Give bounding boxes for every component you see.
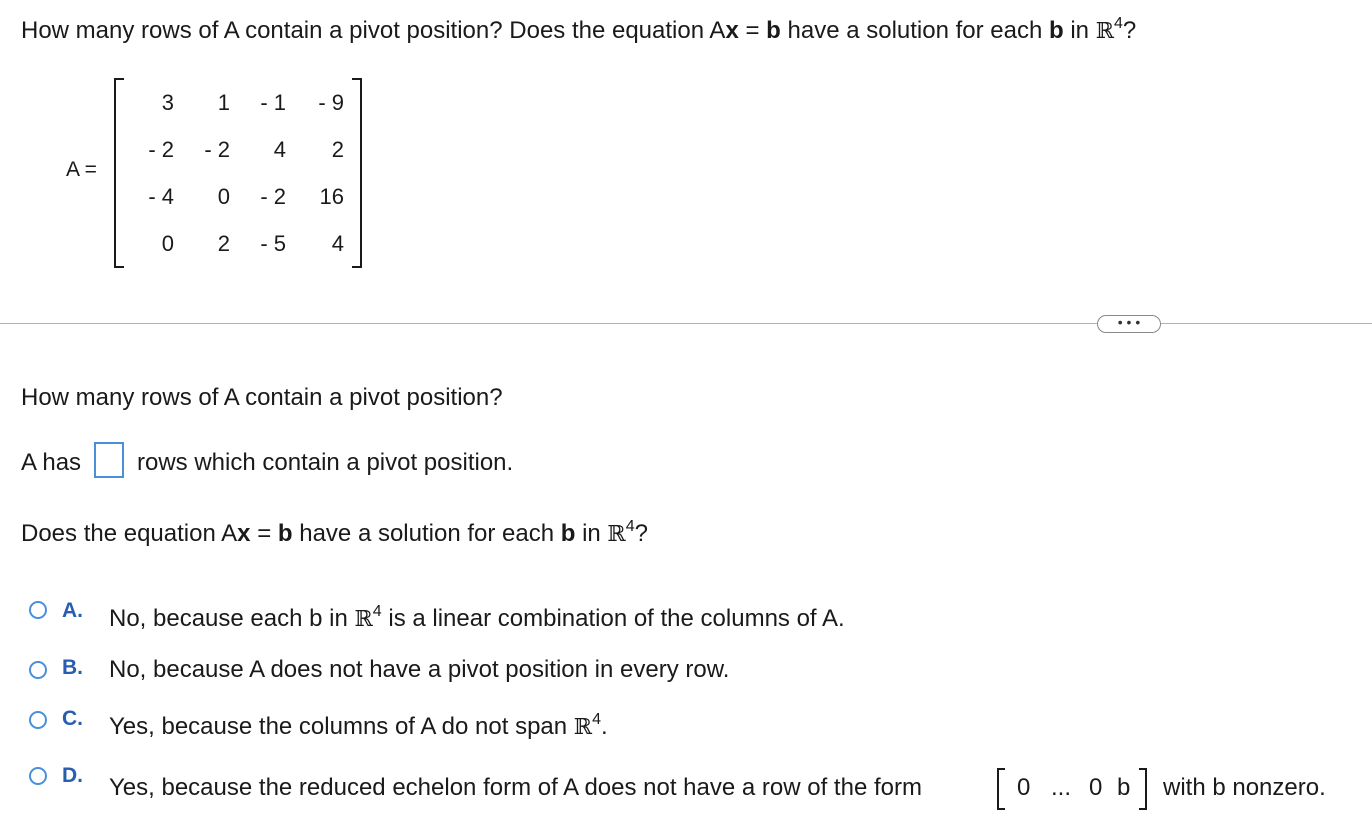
section-divider — [0, 323, 1372, 324]
row-form-entry: 0 — [1089, 774, 1103, 801]
option-b-radio[interactable] — [29, 661, 47, 679]
option-d-radio[interactable] — [29, 767, 47, 785]
matrix-cell: 0 — [217, 184, 230, 209]
row-form-entry: b — [1117, 774, 1131, 801]
matrix-cell: 3 — [161, 90, 174, 115]
more-options-button[interactable]: • • • — [1097, 315, 1161, 333]
matrix-cell: - 2 — [204, 137, 230, 162]
option-d-suffix: with b nonzero. — [1163, 774, 1326, 801]
matrix-label: A = — [66, 158, 97, 181]
matrix-right-bracket — [352, 78, 362, 268]
option-b-text: No, because A does not have a pivot position in every row. — [109, 656, 730, 683]
option-d-letter: D. — [62, 764, 83, 787]
option-a-letter: A. — [62, 599, 83, 622]
matrix-cell: - 5 — [260, 231, 286, 256]
matrix-cell: - 9 — [318, 90, 344, 115]
matrix-cell: 1 — [217, 90, 230, 115]
row-form-entry: 0 — [1017, 774, 1031, 801]
matrix-cell: 4 — [331, 231, 344, 256]
question-title: How many rows of A contain a pivot position? Does the equation Ax = b have a solution for each b in ℝ$^4$? — [21, 15, 1137, 44]
matrix-cell: - 2 — [260, 184, 286, 209]
row-form-entry: ... — [1051, 774, 1072, 801]
answer-suffix: rows which contain a pivot position. — [137, 449, 514, 476]
option-c-letter: C. — [62, 707, 83, 730]
matrix-cell: 0 — [161, 231, 174, 256]
option-c-radio[interactable] — [29, 711, 47, 729]
matrix-cell: - 1 — [260, 90, 286, 115]
pivot-rows-input[interactable] — [94, 442, 124, 478]
option-d-text: Yes, because the reduced echelon form of A does not have a row of the form — [109, 774, 922, 801]
option-a-text: No, because each b in ℝ$^4$ is a linear combination of the columns of A. — [109, 603, 845, 632]
matrix-cell: 2 — [217, 231, 230, 256]
option-b-letter: B. — [62, 656, 83, 679]
part1-question: How many rows of A contain a pivot position? — [21, 384, 503, 411]
matrix-cell: - 2 — [148, 137, 174, 162]
matrix-cell: - 4 — [148, 184, 174, 209]
matrix-cell: 2 — [331, 137, 344, 162]
row-form-right-bracket — [1139, 768, 1147, 810]
matrix-cell: 16 — [319, 184, 344, 209]
matrix-cell: 4 — [273, 137, 286, 162]
option-c-text: Yes, because the columns of A do not span ℝ$^4$. — [109, 711, 608, 740]
row-form-matrix — [997, 768, 1147, 806]
row-form-left-bracket — [997, 768, 1005, 810]
part2-question: Does the equation Ax = b have a solution for each b in ℝ$^4$? — [21, 518, 648, 547]
answer-prefix: A has — [21, 449, 82, 476]
option-a-radio[interactable] — [29, 601, 47, 619]
